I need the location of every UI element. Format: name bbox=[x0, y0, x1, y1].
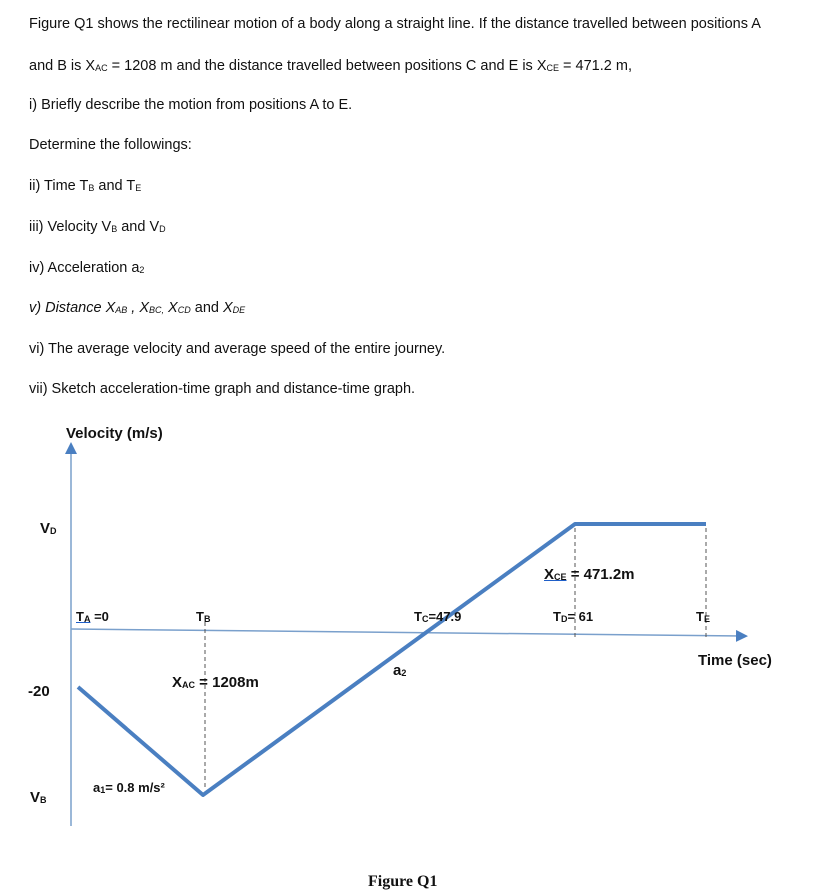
x-axis-label: Time (sec) bbox=[698, 652, 772, 669]
question-6: vi) The average velocity and average speed of the entire journey. bbox=[29, 341, 446, 357]
intro-line-1: Figure Q1 shows the rectilinear motion of a body along a straight line. If the distance travelled between positions A bbox=[29, 16, 761, 32]
velocity-line bbox=[78, 524, 706, 795]
tc-label: $T_C=47.9$ bbox=[414, 609, 462, 624]
question-3: iii) Velocity $V_B$ and $V_D$ bbox=[29, 219, 166, 235]
xac-label: $X_{AC} = 1208m$ bbox=[172, 674, 259, 691]
a1-label: $a_1= 0.8$ m/s² bbox=[93, 780, 165, 795]
figure-caption: Figure Q1 bbox=[368, 873, 438, 890]
x-axis bbox=[71, 629, 742, 636]
determine-heading: Determine the followings: bbox=[29, 137, 192, 153]
vd-label: $V_D$ bbox=[40, 520, 57, 537]
neg-20-label: -20 bbox=[28, 683, 50, 700]
td-label: $T_D= 61$ bbox=[553, 609, 594, 624]
a2-label: $a_2$ bbox=[393, 662, 407, 679]
question-5: v) Distance $X_{AB}$ , $X_{BC,}$ $X_{CD}$ and $X_{DE}$ bbox=[29, 300, 246, 316]
y-axis-label: Velocity (m/s) bbox=[66, 425, 163, 442]
vb-label: $V_B$ bbox=[30, 789, 47, 806]
ta-label: $T_A =0$ bbox=[76, 609, 109, 624]
xce-label: $X_{CE} = 471.2m$ bbox=[544, 566, 635, 583]
tb-label: $T_B$ bbox=[196, 609, 211, 624]
intro-line-2: and B is $X_{AC} = 1208$ m and the distance travelled between positions C and E is $X_{CE} = 471.2$ m, bbox=[29, 58, 632, 74]
te-label: $T_E$ bbox=[696, 609, 710, 624]
question-1: i) Briefly describe the motion from positions A to E. bbox=[29, 97, 353, 113]
question-2: ii) Time $T_B$ and $T_E$ bbox=[29, 178, 142, 194]
question-7: vii) Sketch acceleration-time graph and distance-time graph. bbox=[29, 381, 416, 397]
question-4: iv) Acceleration $a_2$ bbox=[29, 260, 145, 276]
